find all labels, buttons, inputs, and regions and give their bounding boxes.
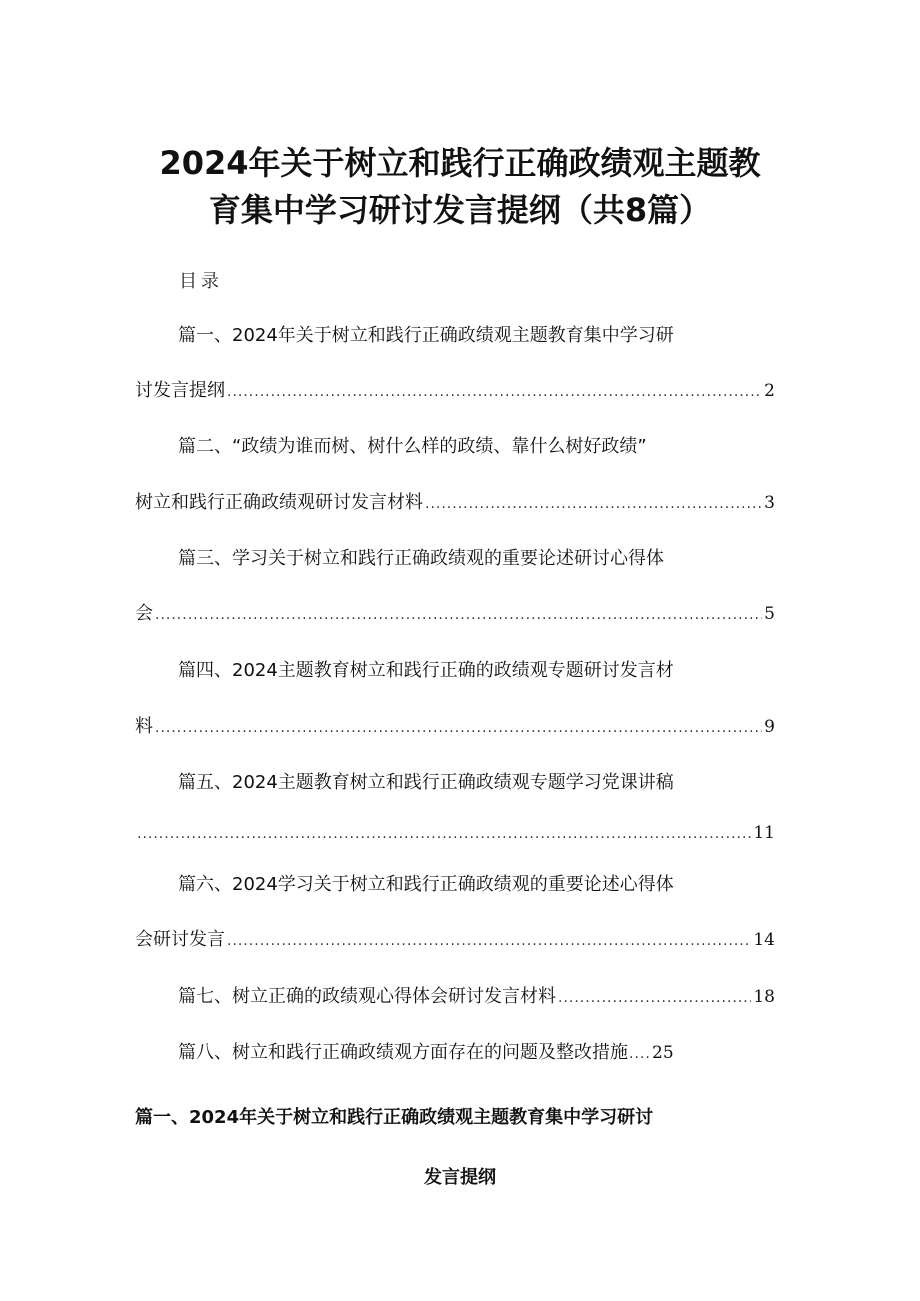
toc-leader-dots (629, 1041, 651, 1067)
document-title-line-2: 育集中学习研讨发言提纲（共8篇） (208, 191, 712, 229)
toc-entry-6-title[interactable]: 篇六、2024学习关于树立和践行正确政绩观的重要论述心得体 (178, 874, 674, 895)
toc-leader-dots (558, 985, 751, 1011)
toc-entry-6-cont: 会研讨发言 (135, 929, 225, 950)
toc-entry-2[interactable] (135, 490, 775, 517)
toc-entry-6[interactable] (135, 927, 775, 954)
toc-leader-dots (227, 928, 751, 954)
toc-entry-5-title[interactable]: 篇五、2024主题教育树立和践行正确政绩观专题学习党课讲稿 (178, 772, 674, 793)
toc-entry-2-page: 3 (764, 493, 775, 513)
toc-entry-4-title[interactable]: 篇四、2024主题教育树立和践行正确的政绩观专题研讨发言材 (178, 660, 674, 681)
toc-entry-3[interactable] (135, 601, 775, 628)
toc-entry-5[interactable] (135, 820, 775, 847)
toc-entry-8[interactable] (178, 1040, 674, 1067)
toc-entry-1-cont: 讨发言提纲 (135, 380, 225, 401)
toc-heading: 目录 (179, 271, 223, 292)
document-title-line-1: 2024年关于树立和践行正确政绩观主题教 (159, 144, 761, 182)
toc-entry-3-cont: 会 (135, 603, 153, 624)
toc-entry-1-page: 2 (764, 381, 775, 401)
section-subheading: 发言提纲 (424, 1167, 496, 1188)
toc-entry-1-title[interactable]: 篇一、2024年关于树立和践行正确政绩观主题教育集中学习研 (178, 325, 674, 346)
toc-entry-2-title[interactable]: 篇二、“政绩为谁而树、树什么样的政绩、靠什么树好政绩” (178, 436, 647, 457)
toc-entry-5-page: 11 (753, 823, 775, 843)
toc-leader-dots (155, 602, 762, 628)
toc-leader-dots (137, 821, 751, 847)
toc-entry-7-title: 篇七、树立正确的政绩观心得体会研讨发言材料 (178, 986, 556, 1007)
toc-entry-2-cont: 树立和践行正确政绩观研讨发言材料 (135, 492, 423, 513)
toc-entry-8-title: 篇八、树立和践行正确政绩观方面存在的问题及整改措施 (178, 1042, 628, 1063)
toc-leader-dots (227, 379, 762, 405)
toc-entry-8-page: 25 (652, 1043, 674, 1063)
toc-entry-4[interactable] (135, 714, 775, 741)
toc-leader-dots (425, 491, 762, 517)
toc-entry-7[interactable] (178, 984, 775, 1011)
section-heading: 篇一、2024年关于树立和践行正确政绩观主题教育集中学习研讨 (135, 1107, 654, 1128)
toc-entry-3-title[interactable]: 篇三、学习关于树立和践行正确政绩观的重要论述研讨心得体 (178, 548, 664, 569)
toc-entry-7-page: 18 (753, 987, 775, 1007)
toc-entry-4-cont: 料 (135, 716, 153, 737)
toc-entry-6-page: 14 (753, 930, 775, 950)
toc-entry-4-page: 9 (764, 717, 775, 737)
toc-leader-dots (155, 715, 762, 741)
toc-entry-1[interactable] (135, 378, 775, 405)
toc-entry-3-page: 5 (764, 604, 775, 624)
